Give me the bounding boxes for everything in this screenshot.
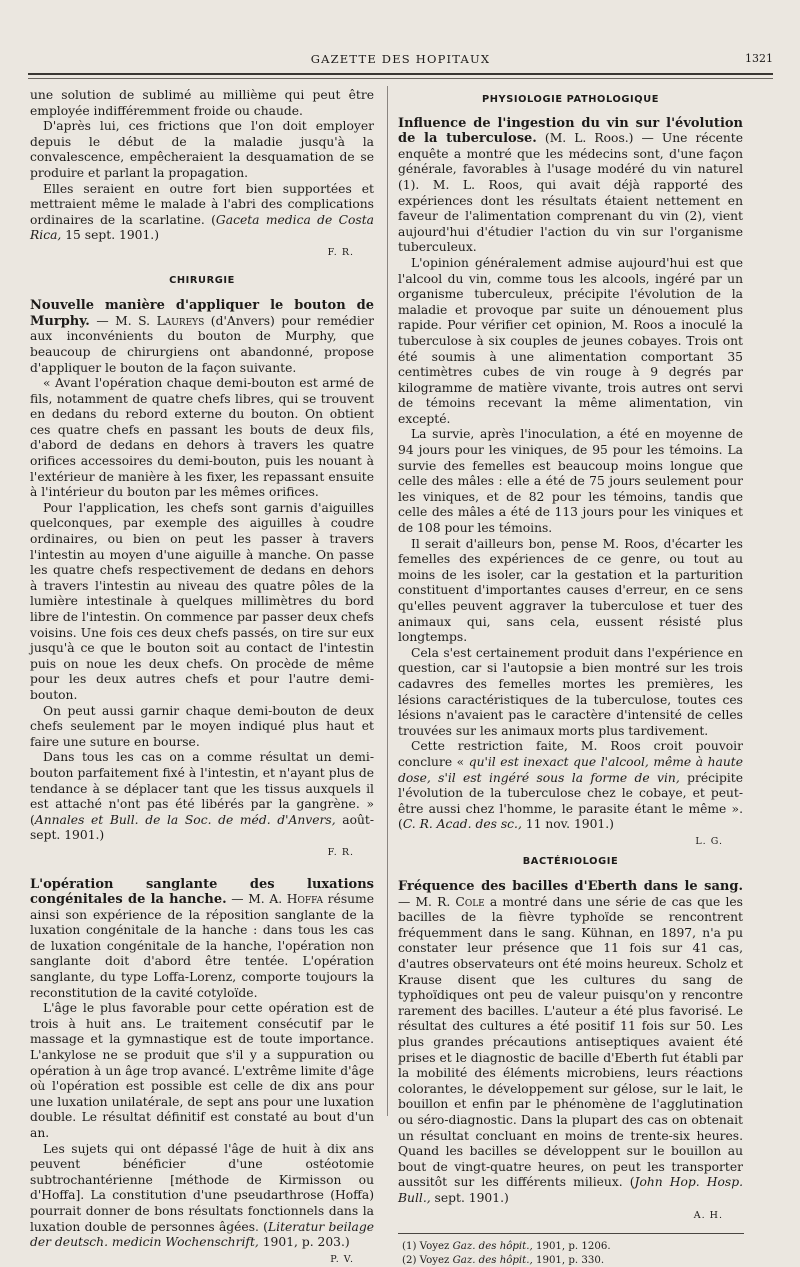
eberth-article-title: Fréquence des bacilles d'Eberth dans le sang.	[398, 879, 743, 895]
murphy-article-lead	[30, 298, 374, 376]
footnote-2-mark: (2) Voyez	[402, 1254, 453, 1266]
murphy-paragraph-4: On peut aussi garnir chaque demi-bouton de deux chefs seulement par le moyen indiqué plus haut et faire une suture en bourse.	[30, 703, 374, 749]
murphy-lead-a: — M. S.	[89, 313, 157, 328]
luxation-author: Hoffa	[286, 892, 324, 907]
intro-signature: F. R.	[327, 246, 354, 258]
left-column	[30, 88, 374, 1267]
murphy-paragraph-2: « Avant l'opération chaque demi-bouton est armé de fils, notamment de quatre chefs libres, qui se trouvent en dedans du rebord externe du bouton. On obtient ces quatre chefs en passant les bouts de deux fils, d'abord de dedans en dehors à travers les quatre orifices accessoires du demi-bouton, puis les nouant à l'extérieur de manière à les fixer, les repassant ensuite à l'intérieur du bouton par les mêmes orifices.	[30, 376, 374, 500]
page-number: 1321	[745, 52, 773, 65]
journal-title: GAZETTE DES HOPITAUX	[310, 52, 491, 66]
footnote-1	[398, 1240, 743, 1253]
column-divider	[387, 86, 388, 1116]
murphy-signature: F. R.	[327, 846, 354, 858]
luxation-citation-date: 1901, p. 203.)	[258, 1235, 350, 1250]
running-head	[28, 52, 773, 68]
vin-paragraph-5: Cela s'est certainement produit dans l'expérience en question, car si l'autopsie a bien montré sur les trois cadavres des femelles mortes les premières, les lésions caractéristiques de la tuberculose, toutes ces lésions n'avaient pas le caractère d'intensité de celles trouvées sur les animaux morts plus tardivement.	[398, 645, 743, 738]
vin-paragraph-6	[398, 739, 743, 833]
vin-paragraph-3: La survie, après l'inoculation, a été en moyenne de 94 jours pour les viniques, de 95 pour les témoins. La survie des femelles est beaucoup moins longue que celle des mâles : elle a été de 75 jours seulement pour les viniques, et de 82 pour les témoins, tandis que celle des mâles a été de 113 jours pour les viniques et de 108 pour les témoins.	[398, 427, 743, 536]
footnote-2-cite: Gaz. des hôpit.,	[452, 1254, 533, 1266]
intro-paragraph-3	[30, 182, 374, 244]
footnote-2	[398, 1254, 743, 1267]
header-rule-thin	[28, 78, 773, 79]
murphy-p5-text: Dans tous les cas on a comme résultat un demi-bouton parfaitement fixé à l'intestin, et n'ayant plus de tendance à se déplacer tant que les tissus auxquels il est attaché n'ont pas été libérés par la gangrène. » (	[30, 750, 374, 827]
murphy-paragraph-3: Pour l'application, les chefs sont garnis d'aiguilles quelconques, par exemple des aiguilles à coudre ordinaires, ou bien on peut les passer à travers l'intestin au moyen d'une aiguille à manche. On passe les quatre chefs respectivement de dedans en dehors à travers l'intestin au niveau des quatre pôles de la lumière intestinale à quelques millimètres du bord libre de l'intestin. On commence par passer deux chefs voisins. Une fois ces deux chefs passés, on tire sur eux jusqu'à ce que le bouton soit au contact de l'intestin puis on noue les deux chefs. On procède de même pour les deux autres chefs et pour l'autre demi-bouton.	[30, 500, 374, 702]
footnote-1-rest: 1901, p. 1206.	[532, 1241, 611, 1253]
right-column	[398, 88, 743, 1267]
eberth-citation-date: sept. 1901.)	[430, 1190, 509, 1205]
eberth-article-lead	[398, 879, 743, 1206]
luxation-citation: Literatur beilage der deutsch. medicin Wochenschrift,	[30, 1219, 375, 1250]
murphy-lead-b: (d'Anvers) pour remédier aux inconvénients du bouton de Murphy, que beaucoup de chirurgiens ont abandonné, propose d'appliquer le bouton de la façon suivante.	[30, 313, 374, 375]
intro-paragraph-2: D'après lui, ces frictions que l'on doit employer depuis le début de la maladie jusqu'à la convalescence, empêcheraient la desquamation de se produire et parlant la propagation.	[30, 119, 374, 180]
eberth-lead-a: — M. R.	[398, 894, 456, 909]
luxation-p3-text: Les sujets qui ont dépassé l'âge de huit à dix ans peuvent bénéficier d'une ostéotomie subtrochantérienne [méthode de Kirmisson ou d'Hoffa]. La constitution d'une pseudarthrose (Hoffa) pourrait donner de bons résultats fonctionnels dans la luxation double de personnes âgées. (	[30, 1141, 374, 1234]
eberth-author: Cole	[455, 894, 485, 909]
eberth-signature: A. H.	[693, 1209, 723, 1221]
murphy-article-title: Nouvelle manière d'appliquer le bouton de Murphy.	[30, 298, 374, 329]
luxation-lead-a: — M. A.	[226, 892, 287, 907]
vin-paragraph-4: Il serait d'ailleurs bon, pense M. Roos, d'écarter les femelles des expériences de ce genre, ou tout au moins de les isoler, car la gestation et la parturition constituent d'importantes causes d'erreur, en ce sens qu'elles peuvent aggraver la tuberculose et tuer des animaux qui, sans cela, eussent résisté plus longtemps.	[398, 536, 743, 645]
vin-p6-mid: précipite l'évolution de la tuberculose chez le cobaye, et peut-être aussi chez l'homme, le parasite étant le même ». (	[398, 770, 743, 832]
murphy-citation-date: août-sept. 1901.)	[30, 812, 374, 843]
luxation-article-title: L'opération sanglante des luxations congénitales de la hanche.	[30, 876, 374, 908]
intro-p3-text: Elles seraient en outre fort bien supportées et mettraient même le malade à l'abri des complications ordinaires de la scarlatine. (	[30, 181, 374, 227]
intro-citation-date: 15 sept. 1901.)	[61, 228, 160, 243]
vin-citation-date: 11 nov. 1901.)	[521, 817, 614, 832]
vin-citation: C. R. Acad. des sc.,	[402, 817, 522, 832]
luxation-article-lead	[30, 877, 374, 1002]
section-heading-bacteriologie: BACTÉRIOLOGIE	[522, 855, 619, 867]
footnote-1-mark: (1) Voyez	[402, 1241, 453, 1253]
luxation-signature: P. V.	[330, 1253, 354, 1265]
vin-signature: L. G.	[695, 835, 723, 847]
vin-p6-text: Cette restriction faite, M. Roos croit pouvoir conclure «	[398, 739, 743, 769]
murphy-author: Laureys	[156, 313, 205, 328]
eberth-lead-b: a montré dans une série de cas que les bacilles de la fièvre typhoïde se rencontrent fréquemment dans le sang. Kühnan, en 1897, n'a pu constater leur présence que 11 fois sur 41 cas, d'autres observateurs ont été moins heureux. Scholz et Krause disent que les cultures du sang de typhoïdiques ont peu de valeur puisqu'on y rencontre rarement des bacilles. L'auteur a été plus favorisé. Le résultat des cultures a été positif 11 fois sur 50. Les plus grandes précautions antiseptiques avaient été prises et le diagnostic de bacille d'Eberth fut établi par la mobilité des éléments microbiens, leurs réactions colorantes, le développement sur gélose, sur le lait, le bouillon et enfin par le phénomène de l'agglutination ou séro-diagnostic. Dans la plupart des cas on obtenait un résultat concluant en moins de trente-six heures. Quand les bacilles se développent sur le bouillon au bout de vingt-quatre heures, on peut les transporter aussitôt sur les différents milieux. (	[398, 894, 743, 1190]
vin-quote: qu'il est inexact que l'alcool, même à haute dose, s'il est ingéré sous la forme de vin,	[398, 754, 743, 785]
luxation-paragraph-2: L'âge le plus favorable pour cette opération est de trois à huit ans. Le traitement consécutif par le massage et la gymnastique est de toute importance. L'ankylose ne se produit que s'il y a suppuration ou opération à un âge trop avancé. L'extrême limite d'âge où l'opération est possible est celle de dix ans pour une luxation unilatérale, de sept ans pour une luxation double. Le résultat définitif est constaté au bout d'un an.	[30, 1001, 374, 1140]
murphy-paragraph-5	[30, 750, 374, 844]
luxation-lead-b: résume ainsi son expérience de la réposition sanglante de la luxation congénitale de la hanche : dans tous les cas de luxation congénitale de la hanche, l'opération non sanglante doit d'abord être tentée. L'opération sanglante, du type Loffa-Lorenz, comporte toujours la reconstitution de la cavité cotyloïde.	[30, 892, 374, 1000]
section-heading-physiologie: PHYSIOLOGIE PATHOLOGIQUE	[481, 94, 660, 105]
vin-lead: (M. L. Roos.) — Une récente enquête a montré que les médecins sont, d'une façon générale, favorables à l'usage modéré du vin naturel (1). M. L. Roos, qui avait déjà rapporté des expériences dont les résultats étaient nettement en faveur de l'alimentation comprenant du vin (2), vient aujourd'hui d'étudier l'action du vin sur l'organisme tuberculeux.	[398, 131, 743, 255]
intro-citation: Gaceta medica de Costa Rica,	[30, 212, 375, 243]
vin-article-lead	[398, 116, 743, 256]
intro-paragraph-1: une solution de sublimé au millième qui peut être employée indifféremment froide ou chaude.	[30, 88, 374, 118]
footnote-2-rest: 1901, p. 330.	[532, 1254, 605, 1266]
footnote-rule	[398, 1233, 744, 1234]
vin-paragraph-2: L'opinion généralement admise aujourd'hui est que l'alcool du vin, comme tous les alcools, ingéré par un organisme tuberculeux, précipite l'évolution de la maladie et provoque par suite un dénouement plus rapide. Pour vérifier cet opinion, M. Roos a inoculé la tuberculose à six couples de jeunes cobayes. Trois ont été soumis à une alimentation comportant 35 centimètres cubes de vin rouge à 9 degrés par kilogramme de matière vivante, trois autres ont servi de témoins recevant la même alimentation, vin excepté.	[398, 255, 743, 426]
murphy-citation: Annales et Bull. de la Soc. de méd. d'Anvers,	[34, 812, 336, 827]
eberth-citation: John Hop. Hosp. Bull.,	[398, 1175, 743, 1205]
section-heading-chirurgie: CHIRURGIE	[169, 274, 235, 286]
header-rule	[28, 73, 773, 75]
luxation-paragraph-3	[30, 1142, 374, 1251]
footnote-1-cite: Gaz. des hôpit.,	[452, 1241, 533, 1253]
vin-article-title: Influence de l'ingestion du vin sur l'évolution de la tuberculose.	[398, 115, 743, 147]
